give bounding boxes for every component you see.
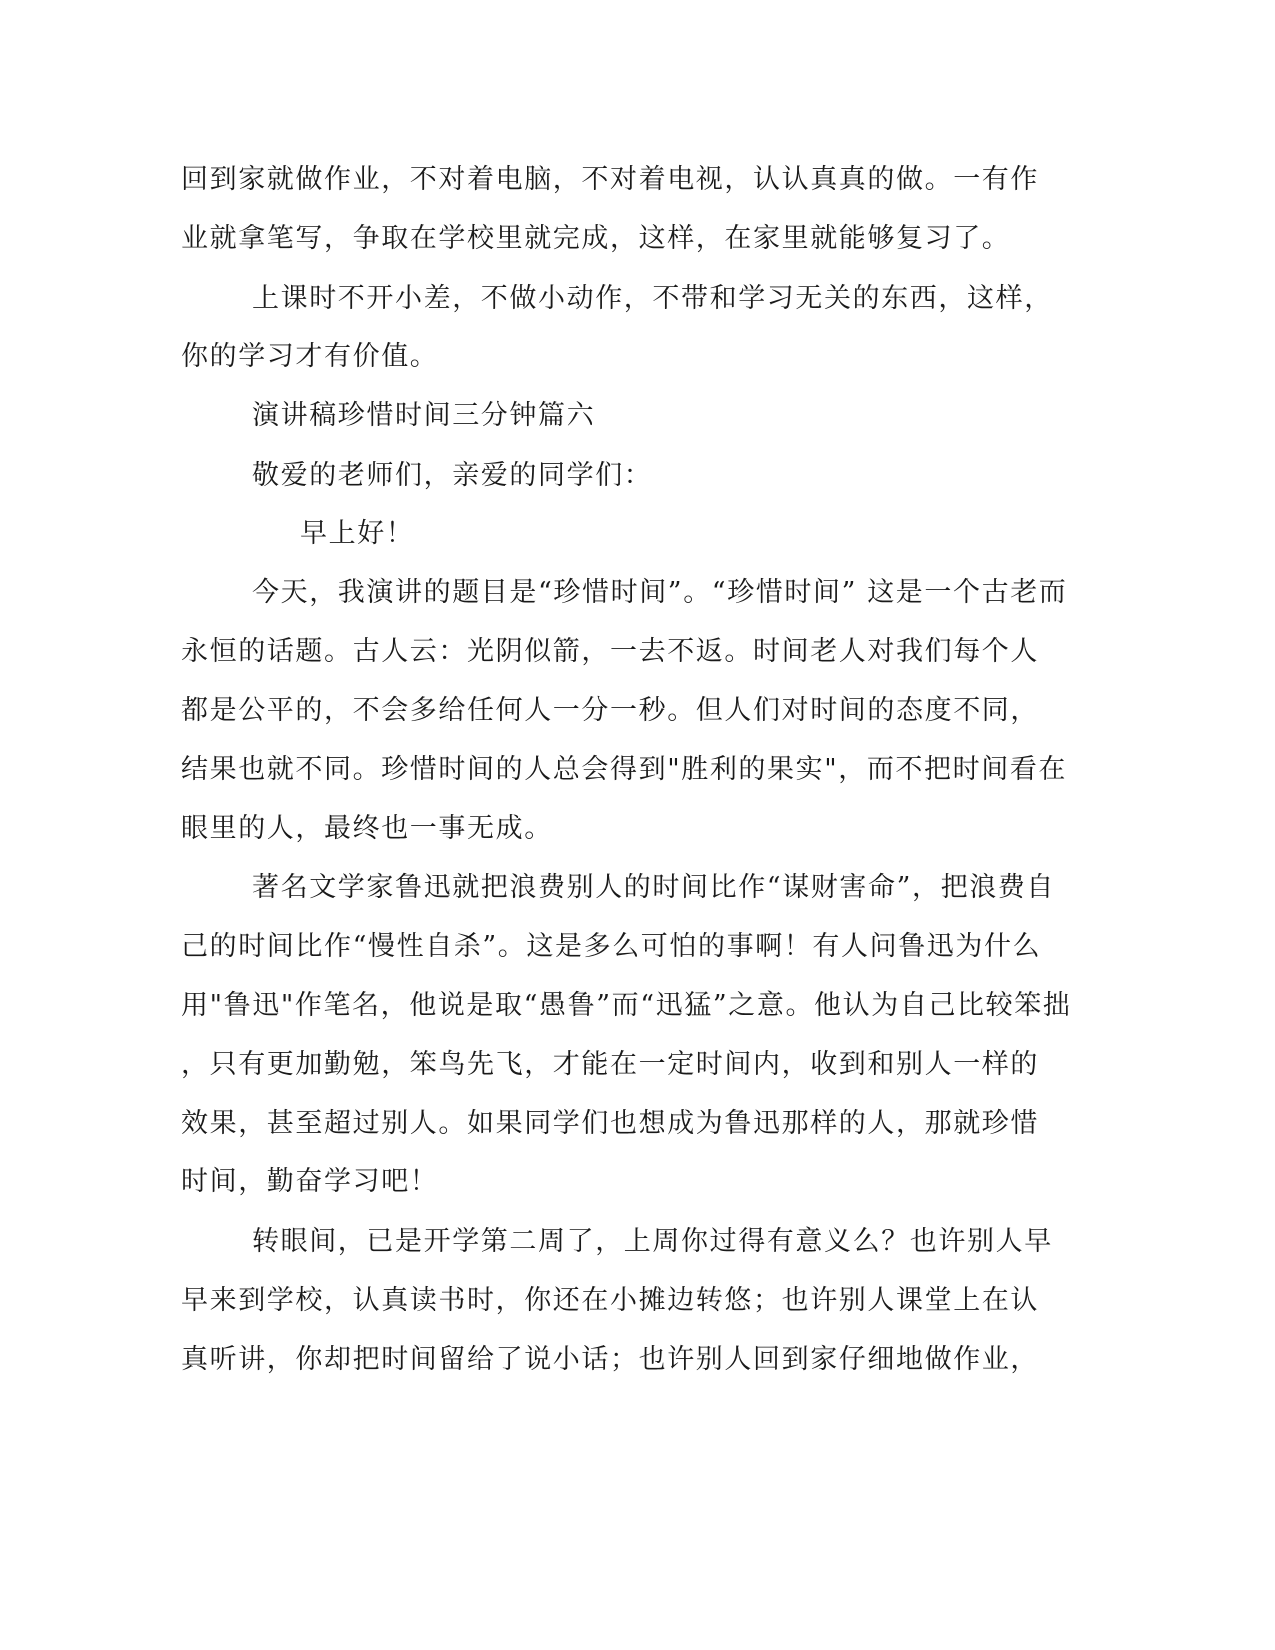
text-line: 业就拿笔写，争取在学校里就完成，这样，在家里就能够复习了。 bbox=[181, 223, 1011, 254]
text-line: 效果，甚至超过别人。如果同学们也想成为鲁迅那样的人，那就珍惜 bbox=[181, 1108, 1039, 1139]
text-line: 早来到学校，认真读书时，你还在小摊边转悠；也许别人课堂上在认 bbox=[181, 1285, 1039, 1316]
text-line: 真听讲，你却把时间留给了说小话；也许别人回到家仔细地做作业， bbox=[181, 1344, 1039, 1375]
text-line: 转眼间，已是开学第二周了，上周你过得有意义么？也许别人早 bbox=[252, 1226, 1053, 1257]
text-line: 永恒的话题。古人云：光阴似箭，一去不返。时间老人对我们每个人 bbox=[181, 636, 1039, 667]
text-line: 上课时不开小差，不做小动作，不带和学习无关的东西，这样， bbox=[252, 283, 1053, 314]
text-line: 用"鲁迅"作笔名，他说是取“愚鲁”而“迅猛”之意。他认为自己比较笨拙 bbox=[181, 990, 1072, 1021]
section-heading: 演讲稿珍惜时间三分钟篇六 bbox=[252, 400, 596, 431]
text-line: 都是公平的，不会多给任何人一分一秒。但人们对时间的态度不同， bbox=[181, 695, 1039, 726]
greeting: 早上好！ bbox=[300, 518, 415, 549]
text-line: 时间，勤奋学习吧！ bbox=[181, 1166, 439, 1197]
text-line: 眼里的人，最终也一事无成。 bbox=[181, 813, 553, 844]
text-line: 回到家就做作业，不对着电脑，不对着电视，认认真真的做。一有作 bbox=[181, 164, 1039, 195]
text-line: 今天，我演讲的题目是“珍惜时间”。“珍惜时间” 这是一个古老而 bbox=[252, 577, 1068, 608]
text-line: 结果也就不同。珍惜时间的人总会得到"胜利的果实"，而不把时间看在 bbox=[181, 754, 1068, 785]
text-line: 你的学习才有价值。 bbox=[181, 341, 439, 372]
text-line: 己的时间比作“慢性自杀”。这是多么可怕的事啊！有人问鲁迅为什么 bbox=[181, 931, 1042, 962]
text-line: ，只有更加勤勉，笨鸟先飞，才能在一定时间内，收到和别人一样的 bbox=[181, 1049, 1039, 1080]
salutation: 敬爱的老师们，亲爱的同学们： bbox=[252, 460, 653, 491]
text-line: 著名文学家鲁迅就把浪费别人的时间比作“谋财害命”，把浪费自 bbox=[252, 872, 1056, 903]
